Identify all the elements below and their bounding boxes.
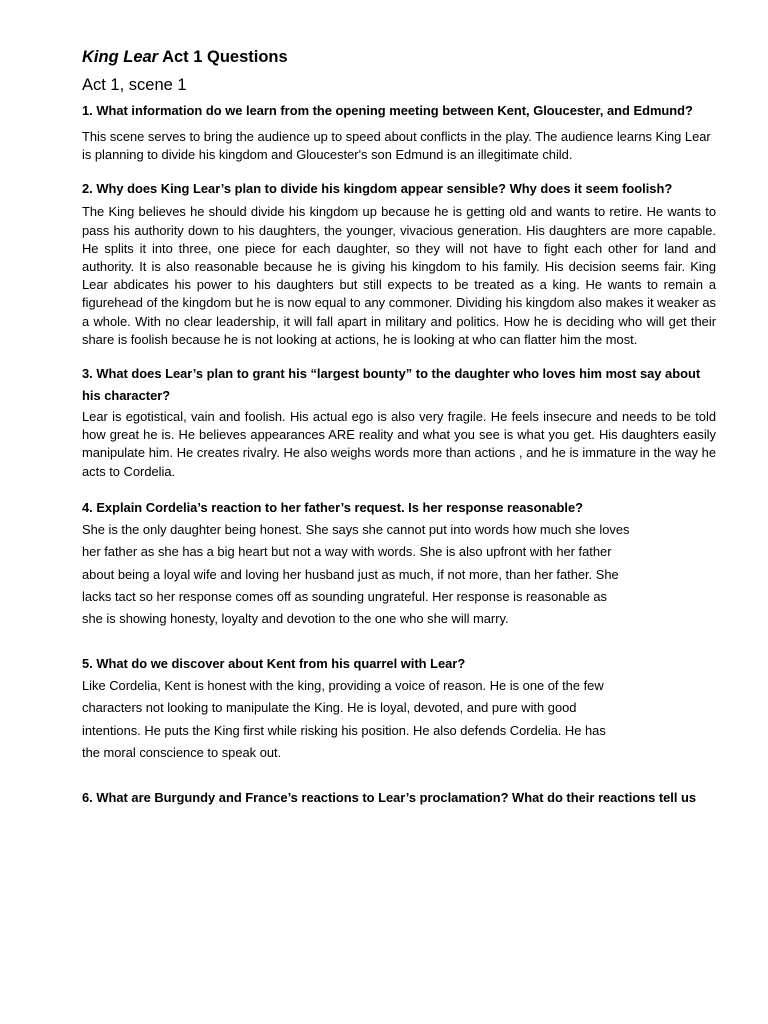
document-page — [82, 44, 716, 809]
title-italic: King Lear — [82, 48, 159, 66]
question-3: 3. What does Lear’s plan to grant his “largest bounty” to the daughter who loves him most say about his character? — [82, 366, 701, 404]
answer-2: The King believes he should divide his kingdom up because he is getting old and wants to retire. He wants to pass his authority down to his daughters, the younger, vivacious generation. His daughters are more capable. He splits it into three, one piece for each daughter, so they will not have to fight each other for land and authority. It is also reasonable because he is giving his kingdom to his family. His decision seems fair. King Lear abdicates his power to his daughters but still expects to be treated as a king. He wants to remain a figurehead of the kingdom but he is now equal to any commoner. Dividing his kingdom also makes it weaker as a whole. With no clear leadership, it will fall apart in military and politics. How he is deciding who will get their share is foolish because he is not looking at actions, he is looking at who can flatter him the most. — [82, 204, 716, 347]
answer-4: She is the only daughter being honest. She says she cannot put into words how much she loves her father as she has a big heart but not a way with words. She is also upfront with her father about being a loyal wife and loving her husband just as much, if not more, than her father. She lacks tact so her response comes off as sounding ungrateful. Her response is reasonable as she is showing honesty, loyalty and devotion to the one who she will marry. — [82, 521, 630, 627]
answer-1: This scene serves to bring the audience up to speed about conflicts in the play. The audience learns King Lear is planning to divide his kingdom and Gloucester's son Edmund is an illegitimate child. — [82, 129, 711, 163]
question-5: 5. What do we discover about Kent from his quarrel with Lear? — [82, 655, 466, 671]
document-title — [82, 44, 716, 70]
scene-heading: Act 1, scene 1 — [82, 76, 187, 94]
answer-5: Like Cordelia, Kent is honest with the king, providing a voice of reason. He is one of the few characters not looking to manipulate the King. He is loyal, devoted, and pure with good intentions. He puts the King first while risking his position. He also defends Cordelia. He has the moral conscience to speak out. — [82, 677, 606, 761]
title-rest: Act 1 Questions — [158, 48, 288, 66]
question-1: 1. What information do we learn from the opening meeting between Kent, Gloucester, and Edmund? — [82, 103, 693, 118]
question-6: 6. What are Burgundy and France’s reactions to Lear’s proclamation? What do their reactions tell us — [82, 789, 697, 805]
answer-3: Lear is egotistical, vain and foolish. His actual ego is also very fragile. He feels insecure and needs to be told how great he is. He believes appearances ARE reality and what you see is what you get. His daughters easily manipulate him. He creates rivalry. He also weighs words more than actions , and he is immature in the way he acts to Cordelia. — [82, 409, 716, 479]
question-4: 4. Explain Cordelia’s reaction to her father’s request. Is her response reasonable? — [82, 499, 583, 515]
question-2: 2. Why does King Lear’s plan to divide his kingdom appear sensible? Why does it seem foolish? — [82, 181, 673, 197]
